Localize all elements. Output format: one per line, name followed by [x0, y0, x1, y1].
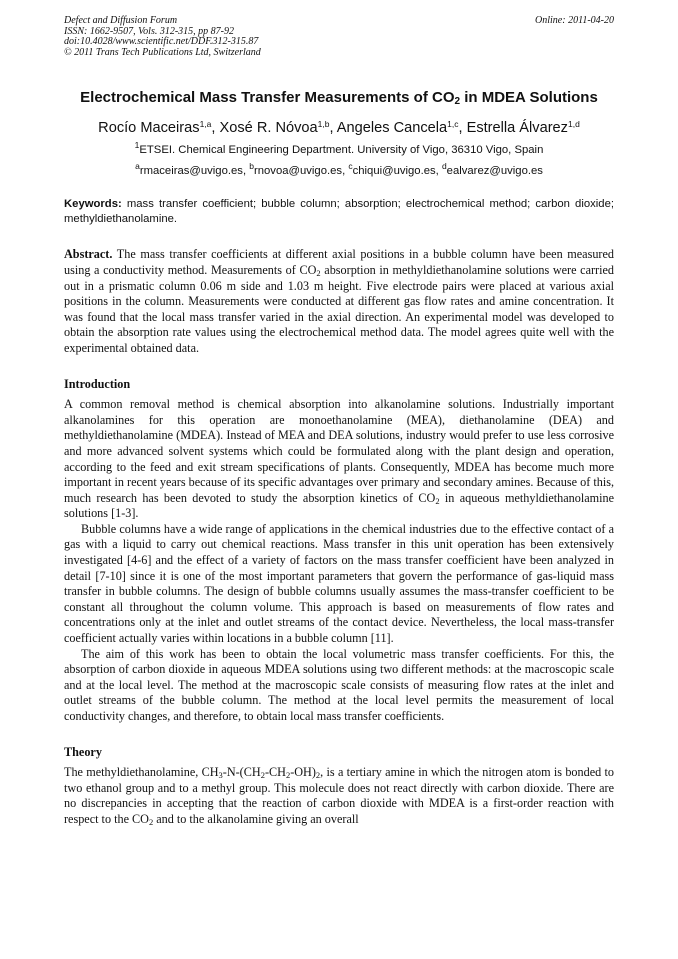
- email-link[interactable]: ealvarez@uvigo.es: [446, 165, 543, 178]
- section-heading-theory: Theory: [64, 744, 102, 759]
- email-mark: c: [348, 161, 353, 172]
- title-subscript: 2: [454, 96, 461, 108]
- paragraph-text: -N-(CH: [222, 765, 261, 780]
- email-separator: ,: [242, 165, 250, 178]
- paragraph-text: in aqueous methyldiethanolamine solutions [1-3].: [64, 490, 614, 521]
- subscript: 2: [316, 267, 321, 278]
- paragraph-text: and to the alkanolamine giving an overall: [153, 811, 359, 826]
- subscript: 2: [315, 770, 321, 781]
- title-part-1: Electrochemical Mass Transfer Measurements of CO: [80, 89, 455, 107]
- copyright-line: © 2011 Trans Tech Publications Ltd, Switzerland: [64, 46, 261, 58]
- affiliation: [64, 140, 614, 157]
- author-emails: [64, 161, 614, 178]
- author-name: Xosé R. Nóvoa: [219, 120, 318, 137]
- keywords-text: mass transfer coefficient; bubble column; absorption; electrochemical method; carbon dioxide; methyldiethanolamine.: [64, 198, 614, 226]
- email-separator: ,: [342, 165, 349, 178]
- paragraph-text: The methyldiethanolamine, CH: [64, 765, 219, 780]
- paragraph: [64, 397, 614, 522]
- author-affil-mark: 1,a: [199, 119, 212, 130]
- doi-line: doi:10.4028/www.scientific.net/DDF.312-315.87: [64, 36, 259, 48]
- email-mark: a: [135, 161, 140, 172]
- subscript: 2: [260, 770, 265, 781]
- introduction-section: [64, 397, 614, 724]
- author-list: [64, 119, 614, 137]
- author-separator: ,: [329, 120, 337, 137]
- keywords-label: Keywords:: [64, 198, 122, 211]
- author-separator: ,: [211, 120, 220, 137]
- email-link[interactable]: rnovoa@uvigo.es: [253, 165, 343, 178]
- paragraph: [64, 765, 614, 827]
- journal-name: Defect and Diffusion Forum: [64, 15, 178, 26]
- issn-line: ISSN: 1662-9507, Vols. 312-315, pp 87-92: [64, 25, 234, 37]
- author-separator: ,: [458, 120, 467, 137]
- keywords: [64, 197, 614, 227]
- paragraph-text: , is a tertiary amine in which the nitrogen atom is bonded to two ethanol group and to a methyl group. This molecule does not react directly with carbon dioxide. There are no discrepancies in accepting that the reaction of carbon dioxide with MDEA is a first-order reaction with respect to the CO: [64, 765, 614, 826]
- paragraph: The aim of this work has been to obtain the local volumetric mass transfer coefficients. For this, the absorption of carbon dioxide in aqueous MDEA solutions using two different methods: at the macroscopic scale and at the local level. The method at the macroscopic scale consists of measuring flow rates at the inlet and outlet streams of the bubble column. The method at the local level permits the measurement of local conductivity changes, and therefore, to obtain local mass transfer coefficients.: [64, 646, 614, 723]
- paper-title: [64, 89, 614, 107]
- affiliation-mark: 1: [134, 140, 140, 151]
- journal-header: [64, 16, 614, 58]
- paragraph-text: A common removal method is chemical absorption into alkanolamine solutions. Industrially important alkanolamines for this operation are monoethanolamine (MEA), diethanolamine (DEA) and methyldiethanolamine (MDEA). Instead of MEA and DEA solutions, industry would prefer to use less corrosive and more advanced solvent systems which could be formulated along with the plant design and operation, according to the feed and exit stream specifications of plants. Consequently, MDEA has become much more important in recent years because of its specific advantages over primary and secondary amines. Because of this, much research has been devoted to study the absorption kinetics of CO: [64, 397, 614, 505]
- title-part-2: in MDEA Solutions: [460, 89, 598, 107]
- email-mark: d: [441, 161, 447, 172]
- author-affil-mark: 1,c: [447, 119, 459, 130]
- email-link[interactable]: rmaceiras@uvigo.es: [139, 165, 243, 178]
- author-affil-mark: 1,b: [317, 119, 330, 130]
- paragraph-text: -CH: [264, 765, 286, 780]
- section-heading-introduction: Introduction: [64, 376, 131, 391]
- subscript: 2: [285, 770, 291, 781]
- paragraph: Bubble columns have a wide range of applications in the chemical industries due to the effective contact of a gas with a liquid to carry out chemical reactions. Mass transfer in this unit operation has been extensively investigated [4-6] and the effect of a variety of factors on the mass transfer coefficient have been analyzed in detail [7-10] since it is one of the most important parameters that govern the performance of gas-liquid mass transfer in bubble columns. The design of bubble columns usually assumes the mass-transfer coefficient to be constant all throughout the column volume. This approach is based on measurements of flow rates and concentrations only at the inlet and outlet streams of the contact device. Nevertheless, the local mass-transfer coefficient actually varies within locations in a bubble column [11].: [64, 521, 614, 646]
- author-name: Angeles Cancela: [336, 120, 448, 137]
- affiliation-text: ETSEI. Chemical Engineering Department. University of Vigo, 36310 Vigo, Spain: [139, 144, 544, 157]
- subscript: 2: [435, 495, 440, 506]
- online-date: Online: 2011-04-20: [535, 15, 614, 26]
- email-mark: b: [249, 161, 254, 172]
- abstract-text: absorption in methyldiethanolamine solutions were carried out in a prismatic column 0.06 m side and 1.03 m height. Five electrode pairs were placed at various axial positions in the column. Measurements were conducted at different gas flow rates and amine concentration. It was found that the local mass transfer varied in the axial direction. An experimental model was developed to obtain the absorption rate values using the electrochemical method data. The model agrees quite well with the experimental obtained data.: [64, 262, 614, 355]
- abstract-text: The mass transfer coefficients at different axial positions in a bubble column have been measured using a conductivity method. Measurements of CO: [64, 247, 614, 277]
- subscript: 3: [218, 770, 223, 781]
- author-affil-mark: 1,d: [567, 119, 580, 130]
- subscript: 2: [148, 816, 154, 827]
- abstract-label: Abstract.: [64, 247, 113, 262]
- email-link[interactable]: chiqui@uvigo.es: [352, 165, 436, 178]
- author-name: Estrella Álvarez: [466, 120, 568, 137]
- author-name: Rocío Maceiras: [98, 120, 200, 137]
- abstract: [64, 247, 614, 356]
- paragraph-text: -OH): [290, 765, 316, 780]
- theory-section: [64, 765, 614, 827]
- email-separator: ,: [435, 165, 442, 178]
